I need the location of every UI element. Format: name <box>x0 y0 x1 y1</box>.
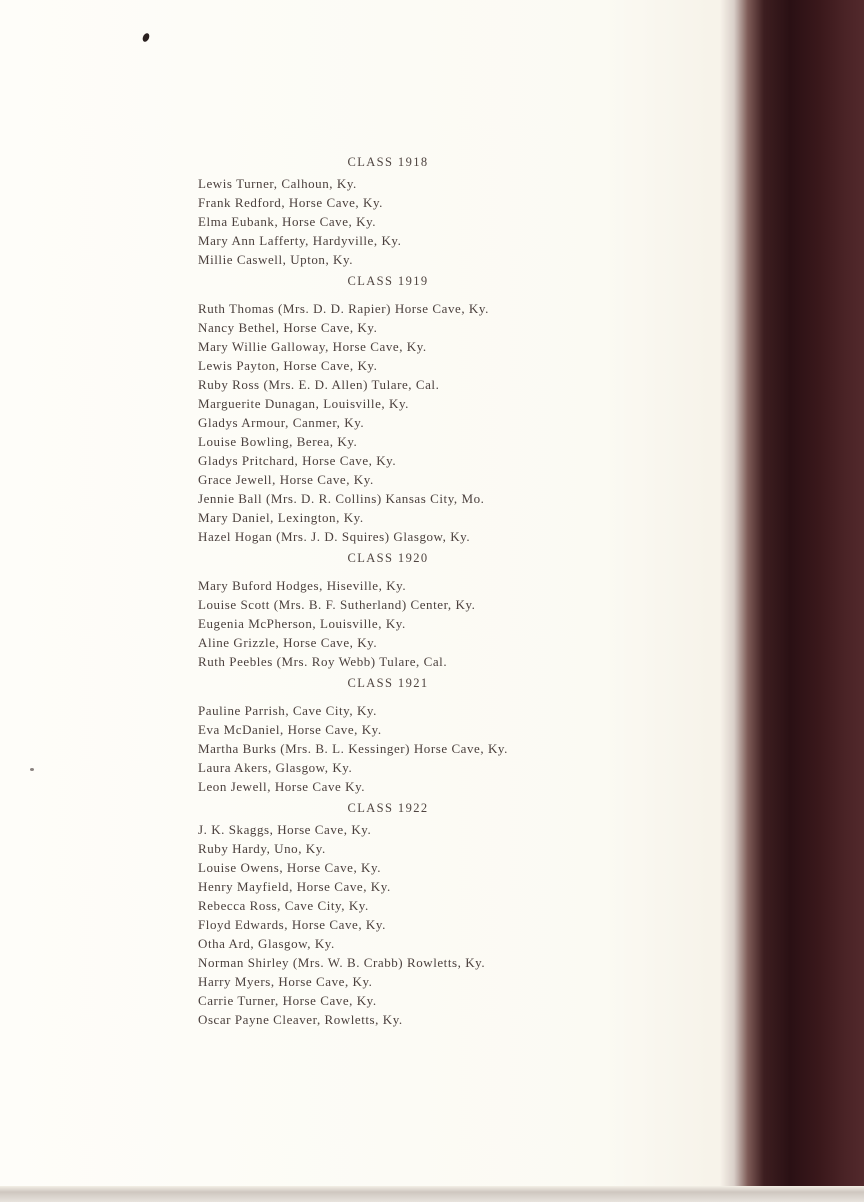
roster-entry: Ruby Ross (Mrs. E. D. Allen) Tulare, Cal. <box>198 377 440 392</box>
roster-entry: Grace Jewell, Horse Cave, Ky. <box>198 472 374 487</box>
roster-entry: Jennie Ball (Mrs. D. R. Collins) Kansas City, Mo. <box>198 491 485 506</box>
roster-entry: Leon Jewell, Horse Cave Ky. <box>198 779 366 794</box>
roster-entry: Hazel Hogan (Mrs. J. D. Squires) Glasgow, Ky. <box>198 529 471 544</box>
roster-entry: Oscar Payne Cleaver, Rowletts, Ky. <box>198 1012 403 1027</box>
class-heading: CLASS 1921 <box>347 676 429 690</box>
roster-entry: Eugenia McPherson, Louisville, Ky. <box>198 616 406 631</box>
roster-entry: Harry Myers, Horse Cave, Ky. <box>198 974 373 989</box>
roster-entry: Aline Grizzle, Horse Cave, Ky. <box>198 635 378 650</box>
class-heading: CLASS 1918 <box>347 155 429 169</box>
roster-entry: Louise Owens, Horse Cave, Ky. <box>198 860 381 875</box>
roster-entry: Laura Akers, Glasgow, Ky. <box>198 760 353 775</box>
class-heading: CLASS 1920 <box>347 551 429 565</box>
class-section <box>198 671 718 796</box>
roster-entry: Mary Daniel, Lexington, Ky. <box>198 510 364 525</box>
roster-entry: Marguerite Dunagan, Louisville, Ky. <box>198 396 409 411</box>
roster-entry: Nancy Bethel, Horse Cave, Ky. <box>198 320 378 335</box>
roster-entry: Mary Buford Hodges, Hiseville, Ky. <box>198 578 407 593</box>
roster-entry: Gladys Armour, Canmer, Ky. <box>198 415 365 430</box>
roster-entry: Lewis Turner, Calhoun, Ky. <box>198 176 357 191</box>
class-heading: CLASS 1919 <box>347 274 429 288</box>
roster-entry: Lewis Payton, Horse Cave, Ky. <box>198 358 378 373</box>
roster-entry: Elma Eubank, Horse Cave, Ky. <box>198 214 377 229</box>
ink-speck <box>30 768 34 771</box>
roster-entry: Louise Scott (Mrs. B. F. Sutherland) Center, Ky. <box>198 597 476 612</box>
class-heading: CLASS 1922 <box>347 801 429 815</box>
roster-entry: Frank Redford, Horse Cave, Ky. <box>198 195 383 210</box>
roster-entry: Carrie Turner, Horse Cave, Ky. <box>198 993 377 1008</box>
page-bottom-edge <box>0 1186 864 1202</box>
ink-speck <box>141 32 150 43</box>
roster-entry: Pauline Parrish, Cave City, Ky. <box>198 703 377 718</box>
roster-entry: Gladys Pritchard, Horse Cave, Ky. <box>198 453 397 468</box>
roster-entry: Floyd Edwards, Horse Cave, Ky. <box>198 917 386 932</box>
roster-entry: J. K. Skaggs, Horse Cave, Ky. <box>198 822 372 837</box>
class-section <box>198 150 718 269</box>
class-roster <box>198 150 718 1029</box>
class-section <box>198 796 718 1029</box>
roster-entry: Ruth Peebles (Mrs. Roy Webb) Tulare, Cal. <box>198 654 448 669</box>
roster-entry: Martha Burks (Mrs. B. L. Kessinger) Horse Cave, Ky. <box>198 741 508 756</box>
book-binding-shadow <box>720 0 864 1202</box>
roster-entry: Rebecca Ross, Cave City, Ky. <box>198 898 369 913</box>
roster-entry: Ruby Hardy, Uno, Ky. <box>198 841 326 856</box>
roster-entry: Henry Mayfield, Horse Cave, Ky. <box>198 879 391 894</box>
class-section <box>198 546 718 671</box>
class-section <box>198 269 718 546</box>
roster-entry: Mary Ann Lafferty, Hardyville, Ky. <box>198 233 402 248</box>
roster-entry: Eva McDaniel, Horse Cave, Ky. <box>198 722 382 737</box>
roster-entry: Norman Shirley (Mrs. W. B. Crabb) Rowletts, Ky. <box>198 955 486 970</box>
roster-entry: Otha Ard, Glasgow, Ky. <box>198 936 335 951</box>
roster-entry: Louise Bowling, Berea, Ky. <box>198 434 358 449</box>
roster-entry: Millie Caswell, Upton, Ky. <box>198 252 354 267</box>
roster-entry: Mary Willie Galloway, Horse Cave, Ky. <box>198 339 427 354</box>
roster-entry: Ruth Thomas (Mrs. D. D. Rapier) Horse Cave, Ky. <box>198 301 489 316</box>
